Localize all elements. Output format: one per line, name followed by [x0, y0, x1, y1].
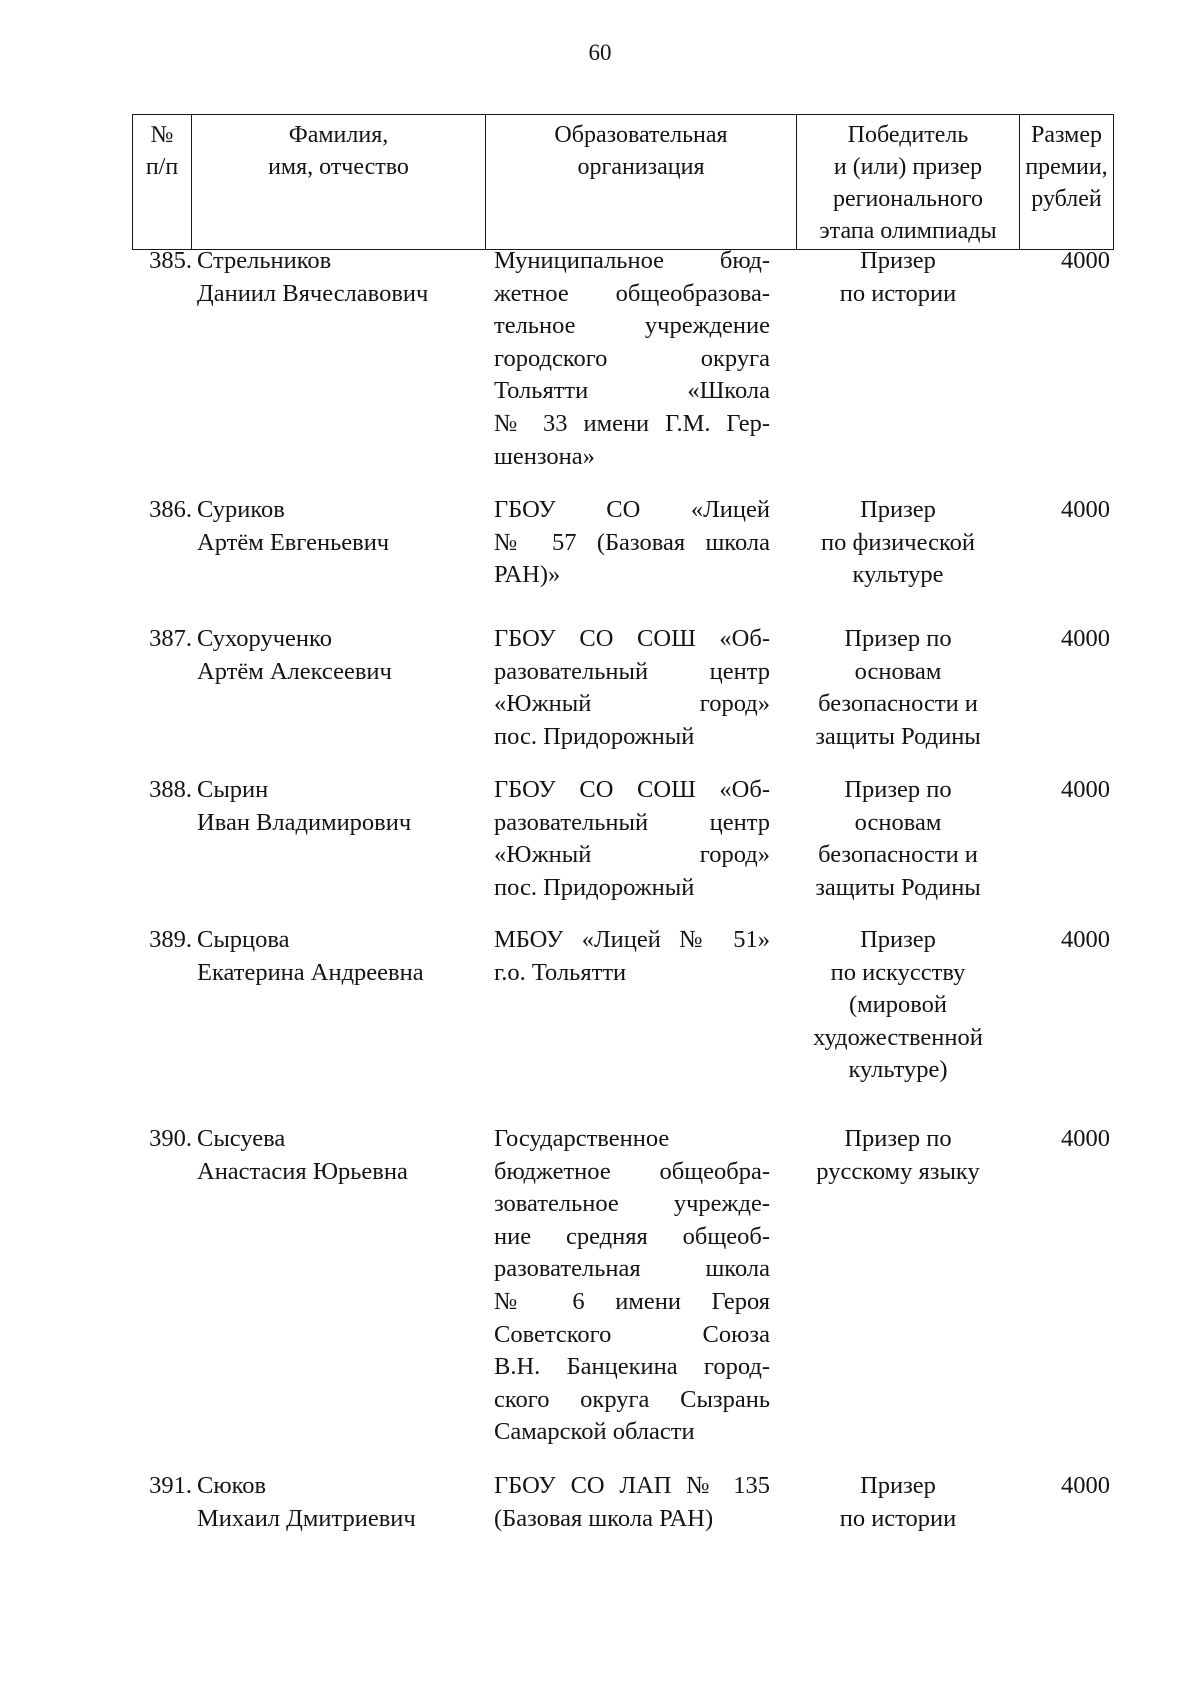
row-full-name: Сырцова Екатерина Андреевна: [197, 926, 424, 986]
row-number: 388.: [149, 776, 192, 803]
row-organization: Муниципальное бюд- жетное общеобразова- тельное учреждение городского округа Тольятти «Школа № 33 имени Г.М. Гер- шензона»: [494, 247, 770, 470]
row-organization: Государственное бюджетное общеобра- зовательное учрежде- ние средняя общеоб- разовательная школа № 6 имени Героя Советского Союза В.Н. Банцекина город- ского округа Сызрань Самарской области: [494, 1125, 770, 1446]
row-prize-amount: 4000: [1061, 776, 1110, 803]
row-full-name: Стрельников Даниил Вячеславович: [197, 247, 429, 307]
row-winner-status: Призер по основам безопасности и защиты Родины: [815, 776, 981, 901]
header-winner: Победитель и (или) призер регионального этапа олимпиады: [797, 115, 1020, 250]
row-number: 385.: [149, 247, 192, 274]
row-prize-amount: 4000: [1061, 1125, 1110, 1152]
row-prize-amount: 4000: [1061, 247, 1110, 274]
table-header: [132, 114, 1114, 250]
row-organization: ГБОУ СО ЛАП № 135 (Базовая школа РАН): [494, 1472, 770, 1532]
row-full-name: Сюков Михаил Дмитриевич: [197, 1472, 416, 1532]
row-winner-status: Призер по русскому языку: [816, 1125, 980, 1185]
row-organization: ГБОУ СО СОШ «Об- разовательный центр «Южный город» пос. Придорожный: [494, 776, 770, 901]
row-organization: ГБОУ СО СОШ «Об- разовательный центр «Южный город» пос. Придорожный: [494, 625, 770, 750]
row-full-name: Суриков Артём Евгеньевич: [197, 496, 390, 556]
row-winner-status: Призер по основам безопасности и защиты Родины: [815, 625, 981, 750]
row-winner-status: Призер по искусству (мировой художественной культуре): [813, 926, 983, 1084]
row-full-name: Сысуева Анастасия Юрьевна: [197, 1125, 408, 1185]
row-number: 391.: [149, 1472, 192, 1499]
row-organization: ГБОУ СО «Лицей № 57 (Базовая школа РАН)»: [494, 496, 770, 589]
row-number: 387.: [149, 625, 192, 652]
row-number: 389.: [149, 926, 192, 953]
header-full-name: Фамилия, имя, отчество: [192, 115, 486, 250]
row-winner-status: Призер по физической культуре: [821, 496, 975, 589]
page-number: 60: [588, 40, 612, 65]
row-prize-amount: 4000: [1061, 625, 1110, 652]
row-organization: МБОУ «Лицей № 51» г.о. Тольятти: [494, 926, 770, 986]
row-prize-amount: 4000: [1061, 926, 1110, 953]
row-prize-amount: 4000: [1061, 1472, 1110, 1499]
header-number: № п/п: [133, 115, 192, 250]
row-full-name: Сухорученко Артём Алексеевич: [197, 625, 392, 685]
header-organization: Образовательная организация: [486, 115, 797, 250]
header-row: [133, 115, 1114, 250]
row-prize-amount: 4000: [1061, 496, 1110, 523]
header-prize: Размер премии, рублей: [1020, 115, 1114, 250]
row-number: 390.: [149, 1125, 192, 1152]
row-number: 386.: [149, 496, 192, 523]
row-winner-status: Призер по истории: [839, 247, 957, 307]
row-winner-status: Призер по истории: [839, 1472, 957, 1532]
row-full-name: Сырин Иван Владимирович: [197, 776, 412, 836]
